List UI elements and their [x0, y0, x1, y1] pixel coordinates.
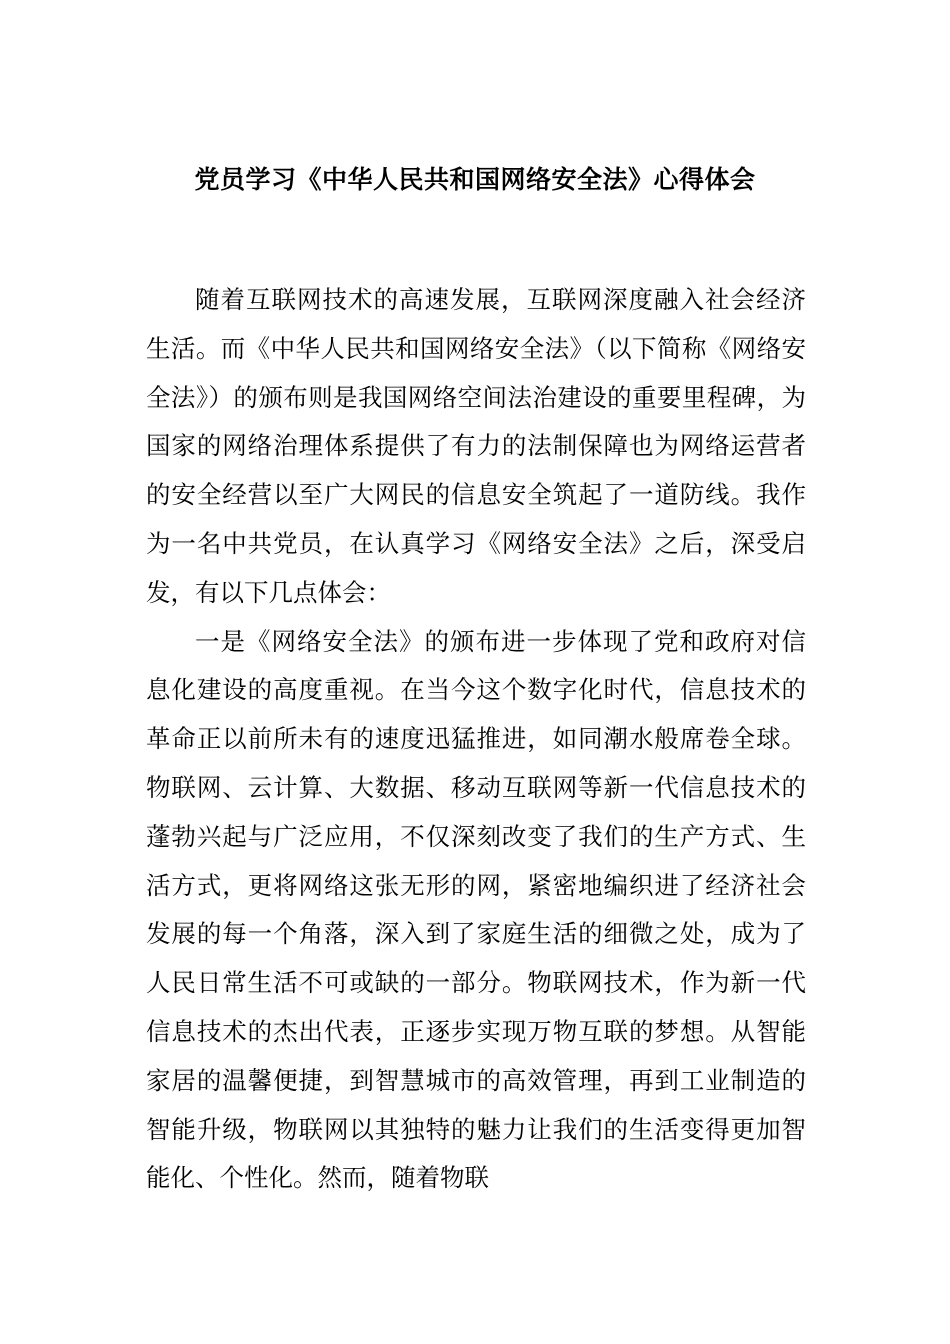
document-body	[146, 276, 806, 1203]
paragraph-point-one: 一是《网络安全法》的颁布进一步体现了党和政府对信息化建设的高度重视。在当今这个数字化时代，信息技术的革命正以前所未有的速度迅猛推进，如同潮水般席卷全球。物联网、云计算、大数据、移动互联网等新一代信息技术的蓬勃兴起与广泛应用，不仅深刻改变了我们的生产方式、生活方式，更将网络这张无形的网，紧密地编织进了经济社会发展的每一个角落，深入到了家庭生活的细微之处，成为了人民日常生活不可或缺的一部分。物联网技术，作为新一代信息技术的杰出代表，正逐步实现万物互联的梦想。从智能家居的温馨便捷，到智慧城市的高效管理，再到工业制造的智能升级，物联网以其独特的魅力让我们的生活变得更加智能化、个性化。然而，随着物联	[146, 626, 806, 1193]
document-title: 党员学习《中华人民共和国网络安全法》心得体会	[194, 165, 756, 194]
paragraph-intro: 随着互联网技术的高速发展，互联网深度融入社会经济生活。而《中华人民共和国网络安全法》（以下简称《网络安全法》）的颁布则是我国网络空间法治建设的重要里程碑，为国家的网络治理体系提供了有力的法制保障也为网络运营者的安全经营以至广大网民的信息安全筑起了一道防线。我作为一名中共党员，在认真学习《网络安全法》之后，深受启发，有以下几点体会：	[146, 285, 806, 607]
